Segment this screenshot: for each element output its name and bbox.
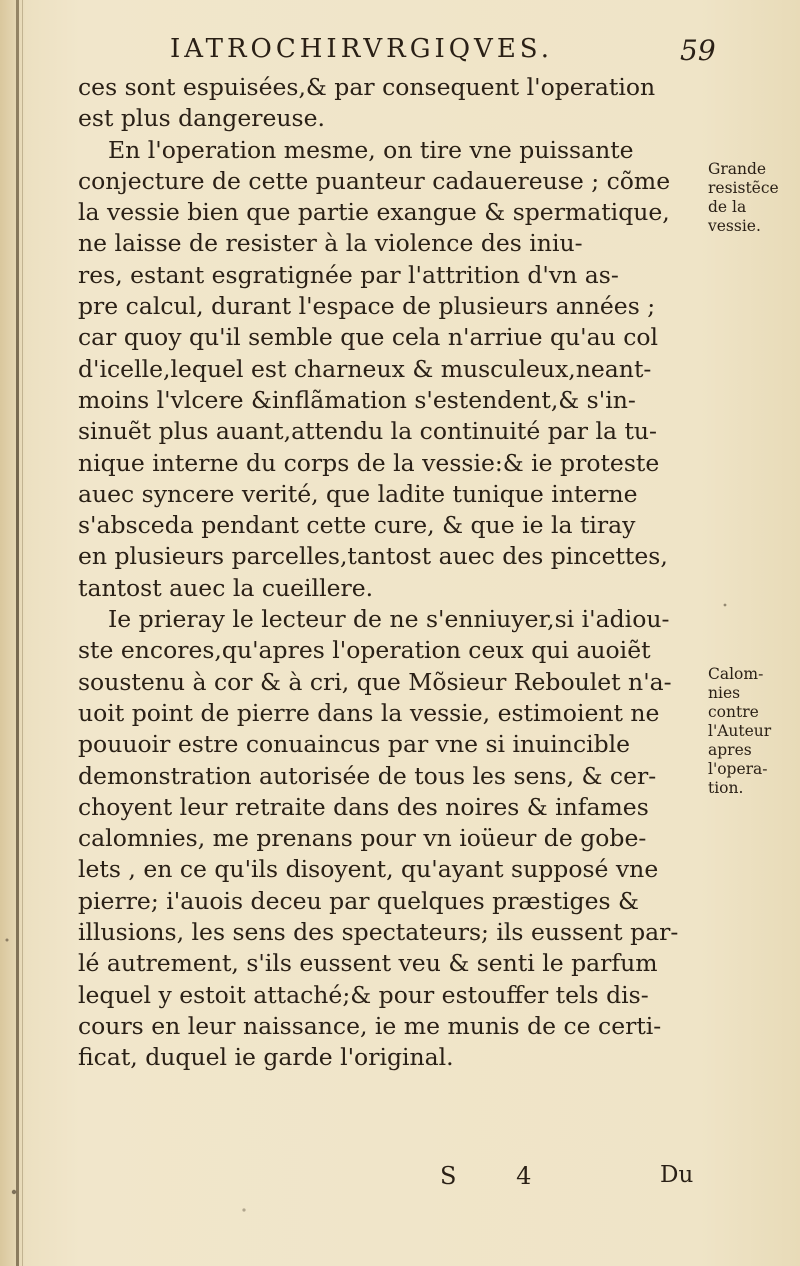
text-line: ficat, duquel ie garde l'original. <box>78 1043 454 1072</box>
text-line: auec syncere verité, que ladite tunique interne <box>78 479 638 508</box>
text-line: choyent leur retraite dans des noires & infames <box>78 792 649 821</box>
text-line: car quoy qu'il semble que cela n'arriue qu'au col <box>78 323 659 352</box>
text-line: est plus dangereuse. <box>78 104 325 133</box>
text-line: cours en leur naissance, ie me munis de ce certi- <box>78 1011 662 1040</box>
body-text <box>78 72 708 1074</box>
text-line: en plusieurs parcelles,tantost auec des pincettes, <box>78 542 668 571</box>
text-line: soustenu à cor & à cri, que Mõsieur Reboulet n'a- <box>78 667 672 696</box>
text-line: ste encores,qu'apres l'operation ceux qui auoiẽt <box>78 636 651 665</box>
text-line: lé autrement, s'ils eussent veu & senti le parfum <box>78 949 658 978</box>
margin-note-calumnies: Calom- nies contre l'Auteur apres l'opera- tion. <box>708 665 772 797</box>
text-line: pouuoir estre conuaincus par vne si inuincible <box>78 730 631 759</box>
text-line: d'icelle,lequel est charneux & musculeux,neant- <box>78 354 652 383</box>
text-line: demonstration autorisée de tous les sens, & cer- <box>78 761 657 790</box>
text-line: ne laisse de resister à la violence des iniu- <box>78 229 583 258</box>
text-line: ces sont espuisées,& par consequent l'operation <box>78 73 656 101</box>
text-line: calomnies, me prenans pour vn ioüeur de gobe- <box>78 824 647 853</box>
text-line: moins l'vlcere &inflãmation s'estendent,& s'in- <box>78 385 636 414</box>
text-line: pierre; i'auois deceu par quelques præstiges & <box>78 886 639 915</box>
text-line: lequel y estoit attaché;& pour estouffer tels dis- <box>78 980 649 1009</box>
text-line: res, estant esgratignée par l'attrition d'vn as- <box>78 260 619 289</box>
text-line: uoit point de pierre dans la vessie, estimoient ne <box>78 698 660 727</box>
binding-gutter <box>16 0 19 1266</box>
signature-mark: S 4 <box>440 1162 558 1190</box>
text-line: illusions, les sens des spectateurs; ils eussent par- <box>78 918 679 947</box>
text-line: En l'operation mesme, on tire vne puissante <box>108 135 634 164</box>
text-line: tantost auec la cueillere. <box>78 573 374 602</box>
text-line: sinuẽt plus auant,attendu la continuité par la tu- <box>78 417 657 446</box>
text-line: s'abscedа pendant cette cure, & que ie la tiray <box>78 511 636 540</box>
text-line: nique interne du corps de la vessie:& ie proteste <box>78 448 660 477</box>
text-line: la vessie bien que partie exangue & spermatique, <box>78 198 670 227</box>
page-number: 59 <box>680 34 716 67</box>
catchword: Du <box>660 1162 694 1188</box>
binding-gutter-edge <box>22 0 23 1266</box>
text-line: Ie prieray le lecteur de ne s'enniuyer,si i'adiou- <box>108 605 670 634</box>
text-line: conjecture de cette puanteur cadauereuse ; cõme <box>78 166 671 195</box>
text-line: lets , en ce qu'ils disoyent, qu'ayant supposé vne <box>78 855 659 884</box>
margin-note-resistance: Grande resistẽce de la vessie. <box>708 160 779 235</box>
text-line: pre calcul, durant l'espace de plusieurs années ; <box>78 292 656 321</box>
running-title: IATROCHIRVRGIQVES. <box>170 34 553 64</box>
